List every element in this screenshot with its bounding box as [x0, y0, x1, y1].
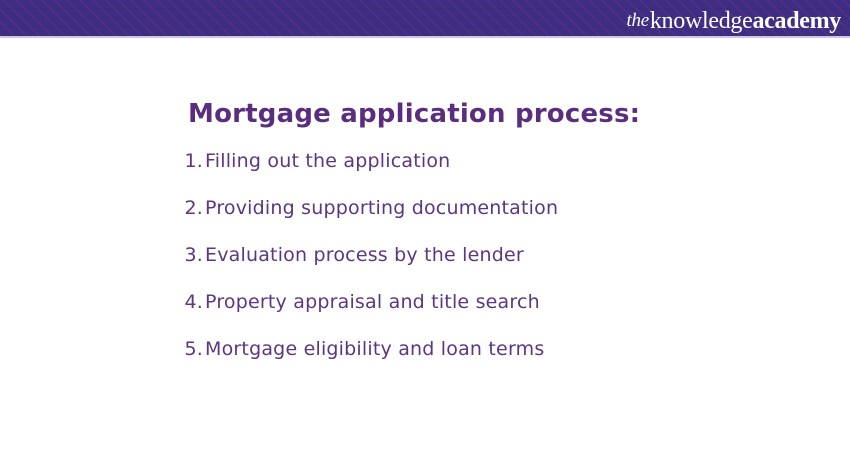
- list-item-number: 2.: [184, 197, 203, 219]
- mortgage-process-list: [171, 150, 558, 385]
- list-item-number: 5.: [184, 338, 203, 360]
- list-item-text: Mortgage eligibility and loan terms: [205, 338, 545, 360]
- logo-knowledge: knowledge: [649, 7, 753, 34]
- list-item-number: 3.: [184, 244, 203, 266]
- list-item-number: 4.: [184, 291, 203, 313]
- list-item: [171, 338, 558, 360]
- list-item: [171, 197, 558, 219]
- knowledge-academy-logo: [627, 0, 841, 39]
- header-bar: [0, 0, 850, 38]
- logo-the: the: [626, 10, 649, 31]
- list-item-text: Evaluation process by the lender: [205, 244, 524, 266]
- list-item-text: Filling out the application: [205, 150, 451, 172]
- list-item: [171, 291, 558, 313]
- list-item-text: Property appraisal and title search: [205, 291, 540, 313]
- list-item-number: 1.: [184, 150, 203, 172]
- page-title: Mortgage application process:: [188, 99, 641, 129]
- list-item: [171, 150, 558, 172]
- logo-academy: academy: [752, 7, 841, 34]
- list-item-text: Providing supporting documentation: [205, 197, 559, 219]
- list-item: [171, 244, 558, 266]
